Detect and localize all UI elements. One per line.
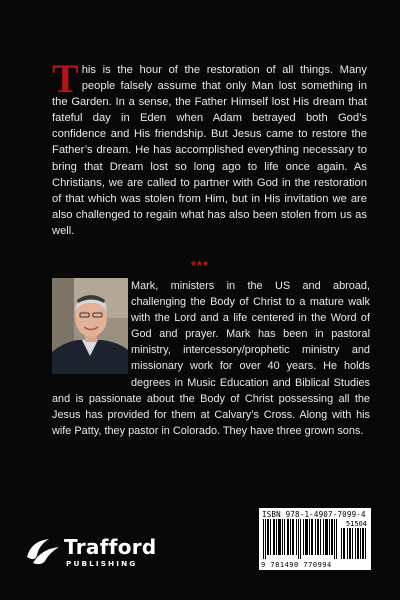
back-cover-blurb	[52, 56, 367, 239]
drop-cap: T	[52, 56, 79, 101]
barcode-digits: 9 781490 770994	[261, 561, 332, 569]
isbn-number: ISBN 978-1-4907-7099-4	[262, 510, 366, 519]
section-divider: ***	[190, 258, 210, 273]
author-bio	[52, 278, 370, 439]
blurb-text: his is the hour of the restoration of all things. Many people falsely assume that only Man lost something in the Garden. In a sense, the Father Himself lost His dream that fateful day in Eden when Adam betrayed both God’s confidence and His friendship. But Jesus came to restore the Father’s dream. He has accomplished everything necessary to bring that Dream lost so long ago to life once again. As Christians, we are called to partner with God in the restoration of that which was stolen from Him, but in His invitation we are also challenged to regain what has also been stolen from us as well.	[52, 64, 367, 237]
publisher-tagline: PUBLISHING	[66, 559, 138, 568]
bio-text: Mark, ministers in the US and abroad, challenging the Body of Christ to a mature walk with the Lord and a life centered in the Word of God and prayer. Mark has been in pastoral ministry, intercessory/prophetic ministry and missionary work for over 40 years. He holds degrees in Music Education and Biblical Studies and is passionate about the Body of Christ possessing all the Jesus has provided for them at Calvary’s Cross. Along with his wife Patty, they pastor in Colorado. They have three grown sons.	[52, 280, 370, 437]
trafford-publishing-logo	[25, 533, 175, 573]
price-code: 51504	[345, 520, 367, 528]
barcode-bars	[263, 519, 339, 559]
publisher-name: Trafford	[64, 535, 157, 559]
trafford-swoosh-icon	[25, 535, 61, 567]
isbn-barcode	[259, 508, 371, 570]
barcode-addon-bars	[341, 528, 367, 559]
